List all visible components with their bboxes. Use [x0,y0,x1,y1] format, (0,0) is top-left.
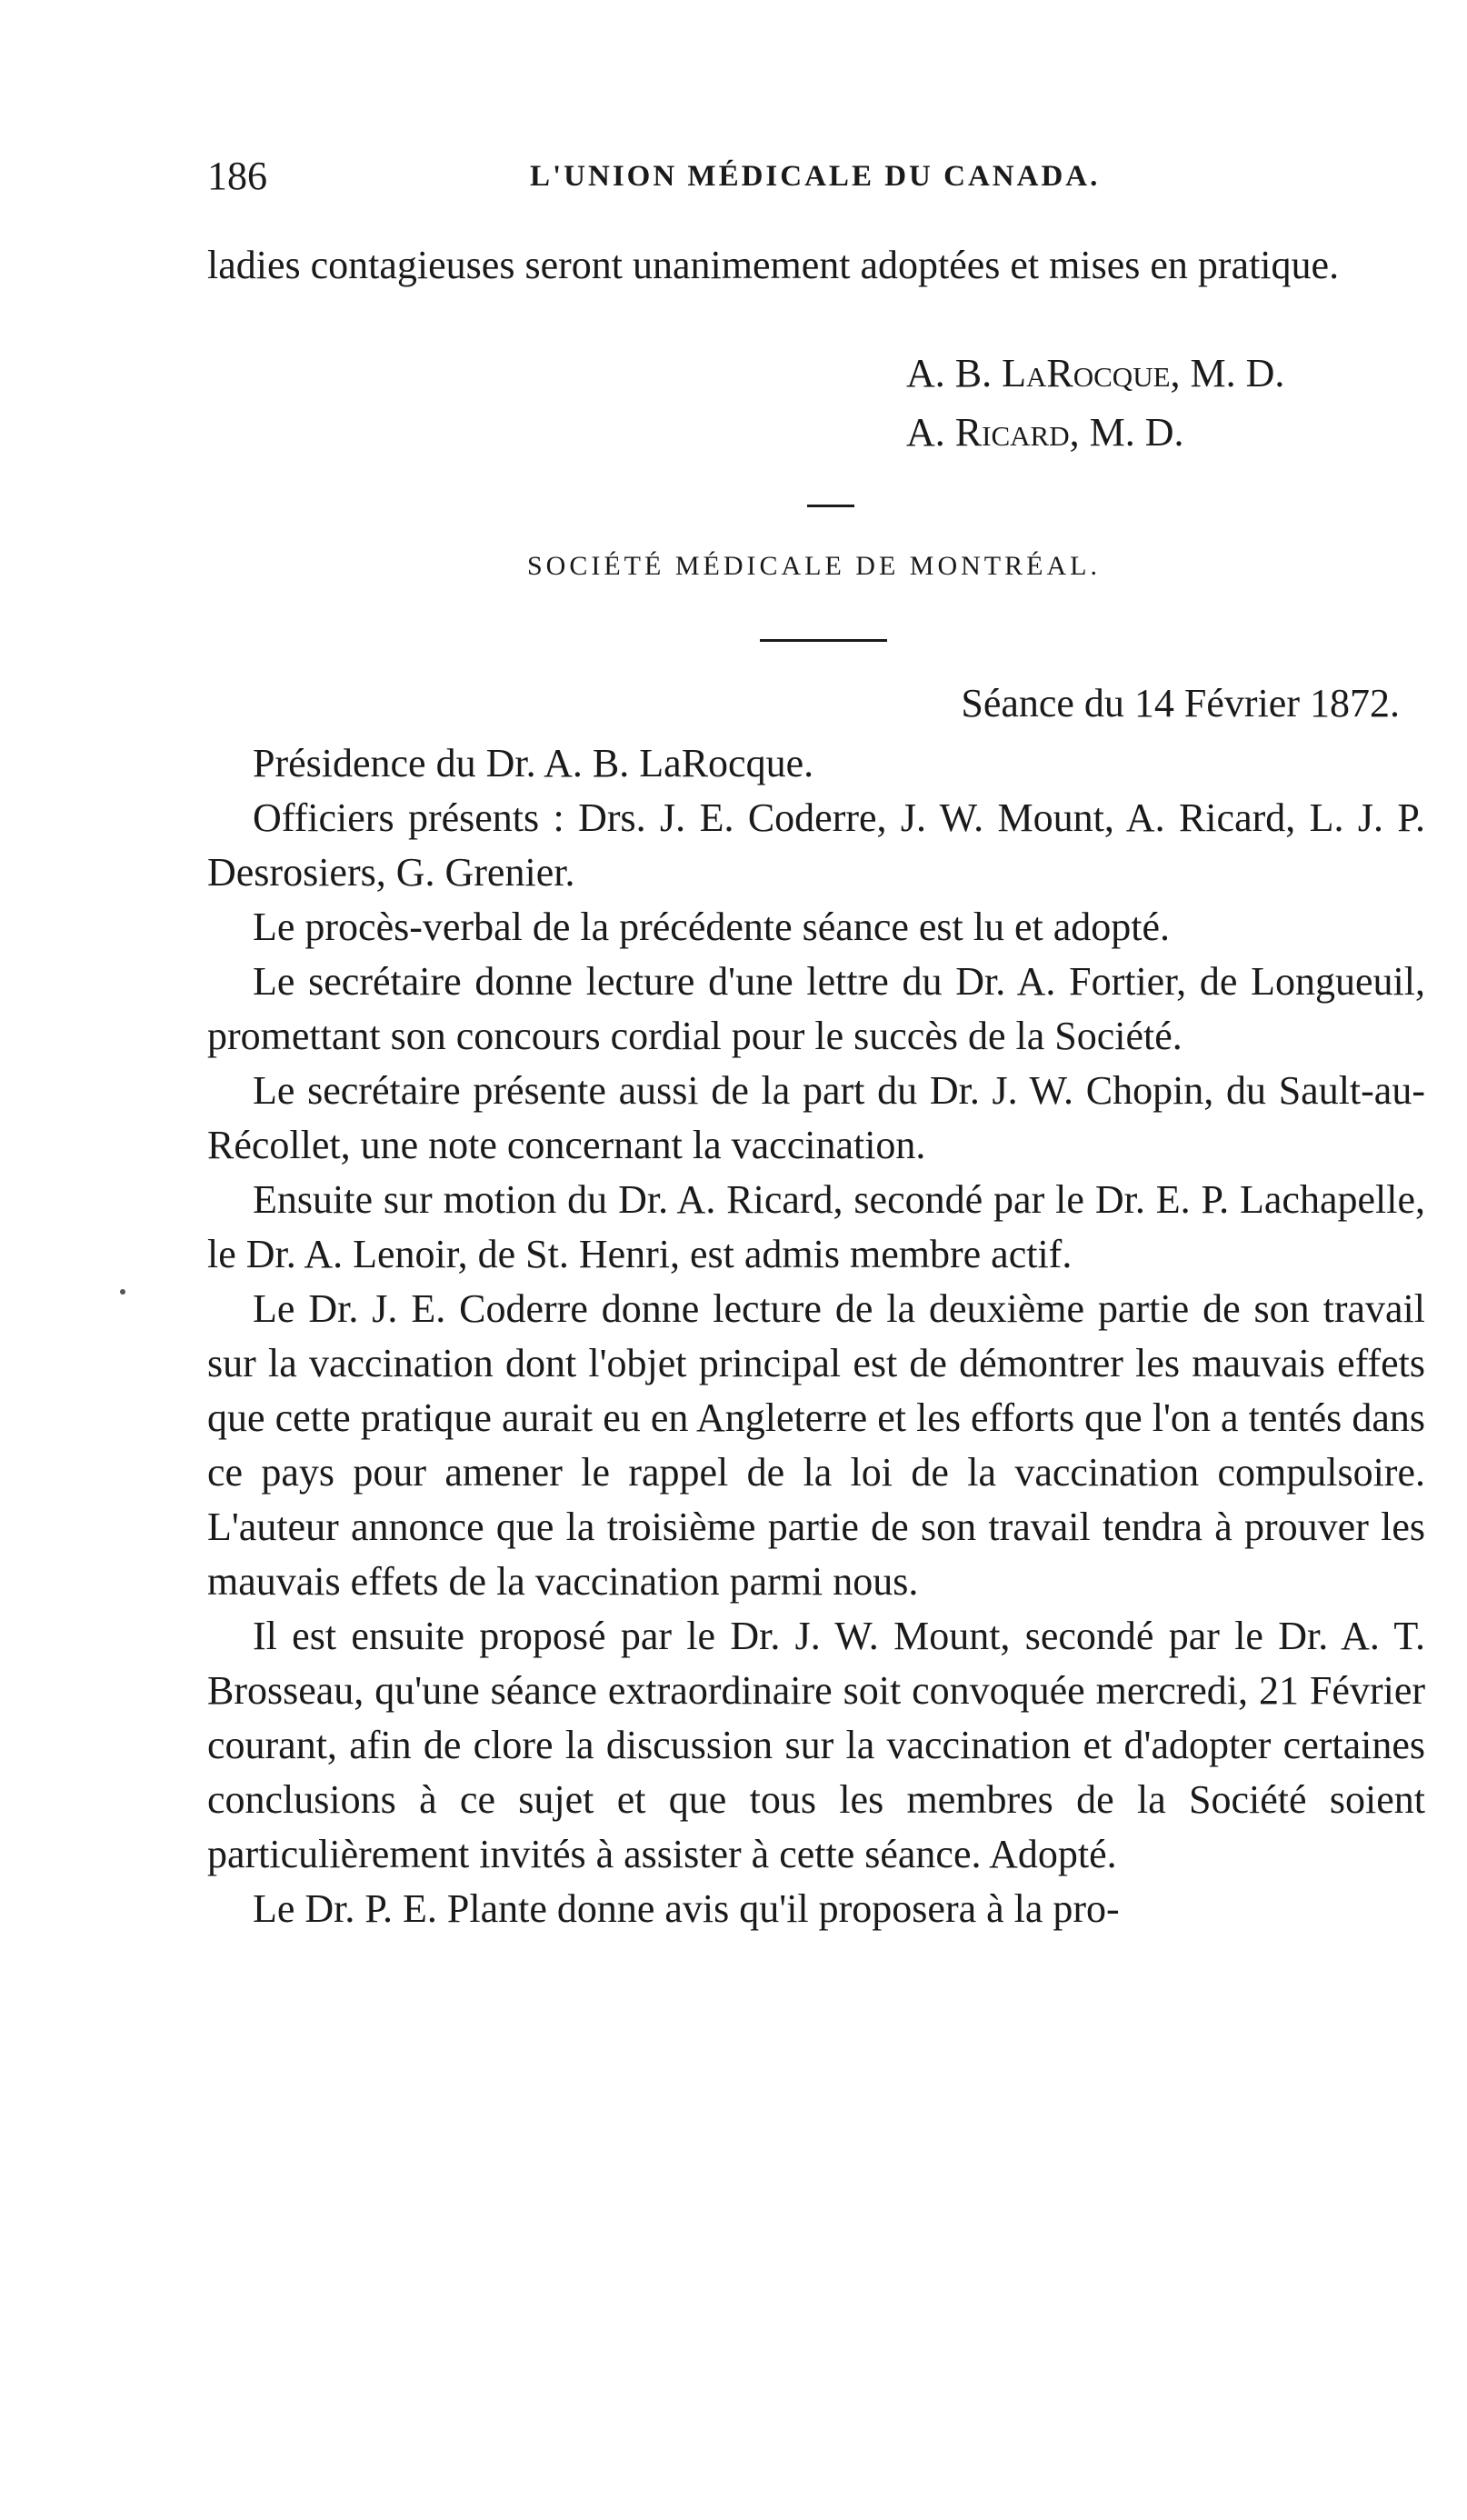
page-header [207,153,1416,207]
paragraph-seance-extraordinaire: Il est ensuite proposé par le Dr. J. W. Mount, secondé par le Dr. A. T. Brosseau, qu'une séance extraordinaire soit convoquée mercredi, 21 Février courant, afin de clore la discussion sur la vaccination et d'adopter certaines conclusions à ce sujet et que tous les membres de la Société soient particulièrement invités à assister à cette séance. Adopté. [207,1614,1425,1876]
continued-paragraph-block [207,238,1425,293]
signature-ricard [906,409,1184,455]
paragraph-presidence: Présidence du Dr. A. B. LaRocque. [253,741,814,785]
paragraph-note-chopin: Le secrétaire présente aussi de la part du Dr. J. W. Chopin, du Sault-au-Récollet, une note concernant la vaccination. [207,1068,1425,1167]
section-title: SOCIÉTÉ MÉDICALE DE MONTRÉAL. [527,551,1101,581]
minutes-body [207,736,1425,1936]
paragraph-coderre-lecture: Le Dr. J. E. Coderre donne lecture de la deuxième partie de son travail sur la vaccination dont l'objet principal est de démontrer les mauvais effets que cette pratique aurait eu en Angleterre et les efforts que l'on a tentés dans ce pays pour amener le rappel de la loi de la vaccination compulsoire. L'auteur annonce que la troisième partie de son travail tendra à prouver les mauvais effets de la vaccination parmi nous. [207,1286,1425,1604]
print-speck [120,1289,125,1295]
signature-larocque [906,350,1284,396]
signature-surname: Ricard [954,410,1070,455]
section-divider-short [807,505,854,507]
paragraph-plante-avis: Le Dr. P. E. Plante donne avis qu'il proposera à la pro- [253,1886,1120,1931]
session-date: Séance du 14 Février 1872. [961,681,1400,725]
signature-surname: LaRocque [1002,351,1171,395]
section-divider-long [760,639,887,642]
signature-initials: A. B. [906,351,993,395]
signature-suffix: , M. D. [1170,351,1285,395]
paragraph-proces-verbal: Le procès-verbal de la précédente séance est lu et adopté. [253,905,1171,949]
paragraph-lettre-fortier: Le secrétaire donne lecture d'une lettre du Dr. A. Fortier, de Longueuil, promettant son concours cordial pour le succès de la Société. [207,959,1425,1058]
signature-initials: A. [906,410,945,455]
signature-suffix: , M. D. [1069,410,1184,455]
page-number: 186 [207,154,267,198]
running-title: L'UNION MÉDICALE DU CANADA. [530,160,1101,193]
paragraph-officiers: Officiers présents : Drs. J. E. Coderre, J. W. Mount, A. Ricard, L. J. P. Desrosiers, G. Grenier. [207,795,1425,895]
continued-paragraph: ladies contagieuses seront unanimement adoptées et mises en pratique. [207,243,1340,287]
paragraph-motion-lenoir: Ensuite sur motion du Dr. A. Ricard, secondé par le Dr. E. P. Lachapelle, le Dr. A. Lenoir, de St. Henri, est admis membre actif. [207,1177,1425,1276]
